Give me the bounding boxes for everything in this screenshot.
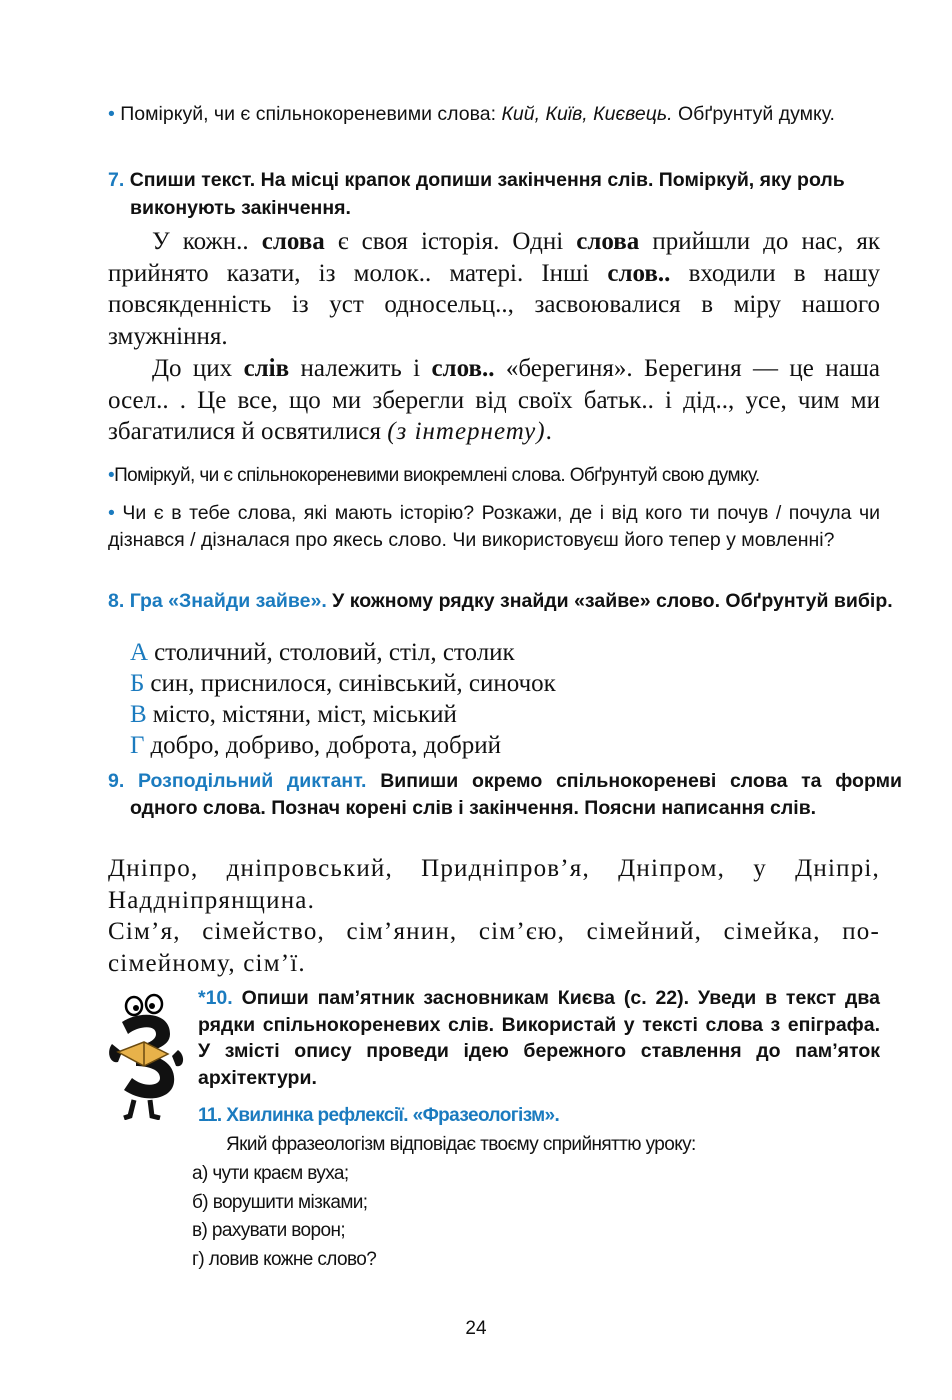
option-b — [108, 668, 880, 699]
task7-bullet-1 — [108, 462, 880, 490]
task7-paragraph-2 — [108, 353, 880, 448]
option-text: син, приснилося, синівський, синочок — [150, 670, 556, 697]
task11-answers — [192, 1160, 792, 1274]
text-run: До цих — [152, 355, 244, 382]
task7-bullet-2 — [108, 500, 880, 554]
text-run: належить і — [289, 355, 432, 382]
option-a — [108, 637, 880, 668]
bold-word: слова — [576, 228, 640, 255]
option-h — [108, 730, 880, 761]
bullet-marker: • — [108, 502, 115, 524]
text-run: «берегиня». Берегиня — це наша осел.. . Це все, що ми зберегли від своїх батьк.. і дід.., усе, чим ми збагатилися й освятилися — [108, 355, 881, 445]
bold-word: слов.. — [607, 259, 671, 287]
task8-heading — [108, 587, 902, 615]
task11-question: Який фразеологізм відповідає твоєму сприйняттю уроку: — [226, 1134, 696, 1155]
task9-number: 9. — [108, 770, 125, 792]
cartoon-letter-mascot-icon — [104, 992, 188, 1120]
task8-options — [108, 637, 880, 761]
task10-number: *10. — [198, 987, 233, 1009]
bullet-marker: • — [108, 465, 115, 486]
text-run: . — [545, 418, 552, 445]
task10-block — [198, 985, 880, 1091]
bullet-marker: • — [108, 103, 115, 125]
task9-heading — [108, 768, 902, 822]
task7-heading — [108, 166, 902, 222]
answer-a: а) чути краєм вуха; — [192, 1163, 349, 1184]
page-number: 24 — [465, 1318, 487, 1339]
option-v — [108, 699, 880, 730]
task9-title: Розподільний диктант. — [137, 770, 367, 792]
option-text: добро, добриво, доброта, добрий — [150, 732, 501, 759]
answer-v: в) рахувати ворон; — [192, 1220, 346, 1241]
text-run: прийшли до нас, як прийнято казати, із молок.. матері. Інші — [108, 228, 880, 287]
task11-title: Хвилинка рефлексії. «Фразеологізм». — [226, 1105, 560, 1126]
intro-bullet-after: Обґрунтуй думку. — [672, 103, 835, 125]
task8-instruction: У кожному рядку знайди «зайве» слово. Обґрунтуй вибір. — [332, 590, 893, 612]
task7-paragraph-1 — [108, 226, 880, 352]
text-run: є своя історія. Одні — [324, 228, 577, 255]
bullet-text: Чи є в тебе слова, які мають історію? Розкажи, де і від кого ти почув / почула чи дізнався / дізналася про якесь слово. Чи використовуєш його тепер у мовленні? — [108, 502, 880, 551]
option-letter: А — [130, 639, 149, 666]
option-letter: Б — [130, 670, 145, 697]
option-letter: Г — [130, 732, 145, 759]
task11-heading — [198, 1102, 880, 1130]
answer-b: б) ворушити мізками; — [192, 1191, 368, 1213]
task7-instruction: Спиши текст. На місці крапок допиши закінчення слів. Поміркуй, яку роль виконують закінчення. — [129, 169, 845, 219]
bold-word: слов.. — [431, 355, 495, 382]
text-run: входили в нашу повсякденність із уст односельц.., засвоювалися в міру нашого змужніння. — [108, 259, 880, 350]
task9-line-2: Сім’я, сімейство, сім’янин, сім’єю, сімейний, сімейка, по-сімейному, сім’ї. — [108, 918, 880, 977]
option-letter: В — [130, 701, 147, 728]
bullet-text: Поміркуй, чи є спільнокореневими виокремлені слова. Обґрунтуй свою думку. — [114, 465, 760, 486]
task11-number: 11. — [198, 1105, 222, 1126]
task9-line-1: Дніпро, дніпровський, Придніпров’я, Дніпром, у Дніпрі, Наддніпрянщина. — [108, 855, 880, 914]
task8-title: Гра «Знайди зайве». — [129, 590, 327, 612]
source-note: (з інтернету) — [387, 418, 546, 445]
bold-word: слова — [261, 228, 325, 255]
bold-word: слів — [243, 355, 290, 382]
intro-bullet — [108, 100, 880, 128]
answer-h: г) ловив кожне слово? — [192, 1248, 377, 1270]
option-text: столичний, столовий, стіл, столик — [154, 639, 515, 666]
intro-bullet-italic: Кий, Київ, Києвець. — [501, 103, 673, 125]
task9-instruction: Випиши окремо спільнокореневі слова та форми одного слова. Познач корені слів і закінчення. Поясни написання слів. — [130, 770, 903, 819]
option-text: місто, містяни, міст, міський — [152, 701, 457, 728]
task8-number: 8. — [108, 590, 125, 612]
text-run: У кожн.. — [152, 228, 262, 255]
task10-instruction: Опиши пам’ятник засновникам Києва (с. 22). Уведи в текст два рядки спільнокореневих слів. Використай у тексті слова з епіграфа. У змісті опису проведи ідею бережного ставлення до пам’яток архітектури. — [198, 987, 881, 1089]
task7-number: 7. — [108, 169, 125, 191]
intro-bullet-text: Поміркуй, чи є спільнокореневими слова: — [120, 103, 502, 125]
